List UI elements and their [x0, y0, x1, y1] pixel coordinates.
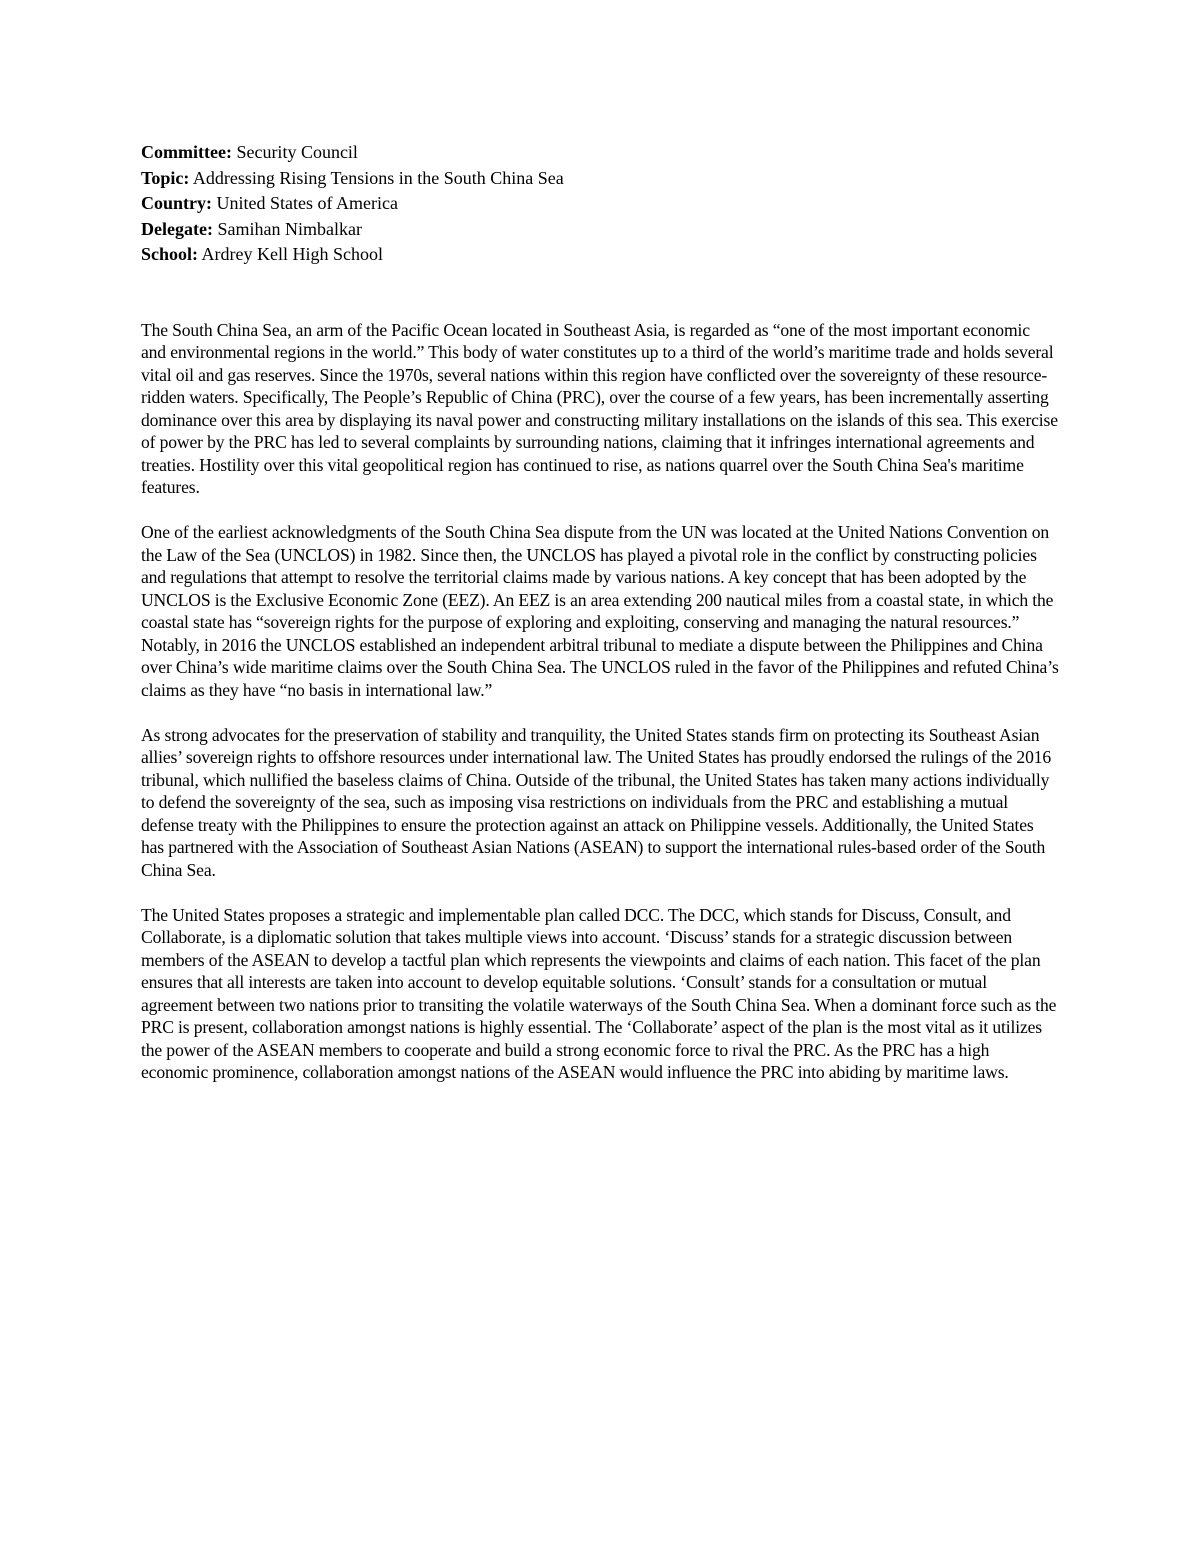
- paragraph-proposed-solution: The United States proposes a strategic and implementable plan called DCC. The DCC, which stands for Discuss, Consult, and Collaborate, is a diplomatic solution that takes multiple views into account. ‘Discuss’ stands for a strategic discussion between members of the ASEAN to develop a tactful plan which represents the viewpoints and claims of each nation. This facet of the plan ensures that all interests are taken into account to develop equitable solutions. ‘Consult’ stands for a consultation or mutual agreement between two nations prior to transiting the volatile waterways of the South China Sea. When a dominant force such as the PRC is present, collaboration amongst nations is highly essential. The ‘Collaborate’ aspect of the plan is the most vital as it utilizes the power of the ASEAN members to cooperate and build a strong economic force to rival the PRC. As the PRC has a high economic prominence, collaboration amongst nations of the ASEAN would influence the PRC into abiding by maritime laws.: [141, 904, 1057, 1082]
- paragraph-country-position: As strong advocates for the preservation of stability and tranquility, the United States stands firm on protecting its Southeast Asian allies’ sovereign rights to offshore resources under international law. The United States has proudly endorsed the rulings of the 2016 tribunal, which nullified the baseless claims of China. Outside of the tribunal, the United States has taken many actions individually to defend the sovereignty of the sea, such as imposing visa restrictions on individuals from the PRC and establishing a mutual defense treaty with the Philippines to ensure the protection against an attack on Philippine vessels. Additionally, the United States has partnered with the Association of Southeast Asian Nations (ASEAN) to support the international rules-based order of the South China Sea.: [141, 724, 1052, 880]
- delegate-value: Samihan Nimbalkar: [217, 218, 362, 239]
- paragraph-background: The South China Sea, an arm of the Pacific Ocean located in Southeast Asia, is regarded as “one of the most important economic and environmental regions in the world.” This body of water constitutes up to a third of the world’s maritime trade and holds several vital oil and gas reserves. Since the 1970s, several nations within this region have conflicted over the sovereignty of these resource-ridden waters. Specifically, The People’s Republic of China (PRC), over the course of a few years, has been incrementally asserting dominance over this area by displaying its naval power and constructing military installations on the islands of this sea. This exercise of power by the PRC has led to several complaints by surrounding nations, claiming that it infringes international agreements and treaties. Hostility over this vital geopolitical region has continued to rise, as nations quarrel over the South China Sea's maritime features.: [141, 319, 1058, 497]
- position-paper: [141, 140, 1059, 1106]
- committee-value: Security Council: [236, 142, 358, 162]
- country-value: United States of America: [216, 193, 398, 213]
- committee-label: Committee:: [141, 142, 232, 162]
- country-line: [141, 191, 1059, 217]
- committee-line: [141, 140, 1059, 166]
- paragraph-un-involvement: One of the earliest acknowledgments of the South China Sea dispute from the UN was located at the United Nations Convention on the Law of the Sea (UNCLOS) in 1982. Since then, the UNCLOS has played a pivotal role in the conflict by constructing policies and regulations that attempt to resolve the territorial claims made by various nations. A key concept that has been adopted by the UNCLOS is the Exclusive Economic Zone (EEZ). An EEZ is an area extending 200 nautical miles from a coastal state, in which the coastal state has “sovereign rights for the purpose of exploring and exploiting, conserving and managing the natural resources.” Notably, in 2016 the UNCLOS established an independent arbitral tribunal to mediate a dispute between the Philippines and China over China’s wide maritime claims over the South China Sea. The UNCLOS ruled in the favor of the Philippines and refuted China’s claims as they have “no basis in international law.”: [141, 522, 1059, 700]
- country-label: Country:: [141, 193, 212, 213]
- topic-label: Topic:: [141, 167, 190, 188]
- delegate-line: [141, 217, 1059, 243]
- delegate-label: Delegate:: [141, 218, 213, 239]
- school-line: [141, 242, 1059, 268]
- paper-header: [141, 140, 1059, 268]
- topic-value: Addressing Rising Tensions in the South China Sea: [192, 167, 564, 188]
- topic-line: [141, 166, 1059, 192]
- school-label: School:: [141, 244, 199, 264]
- school-value: Ardrey Kell High School: [201, 244, 383, 264]
- paper-body: [141, 319, 1059, 1084]
